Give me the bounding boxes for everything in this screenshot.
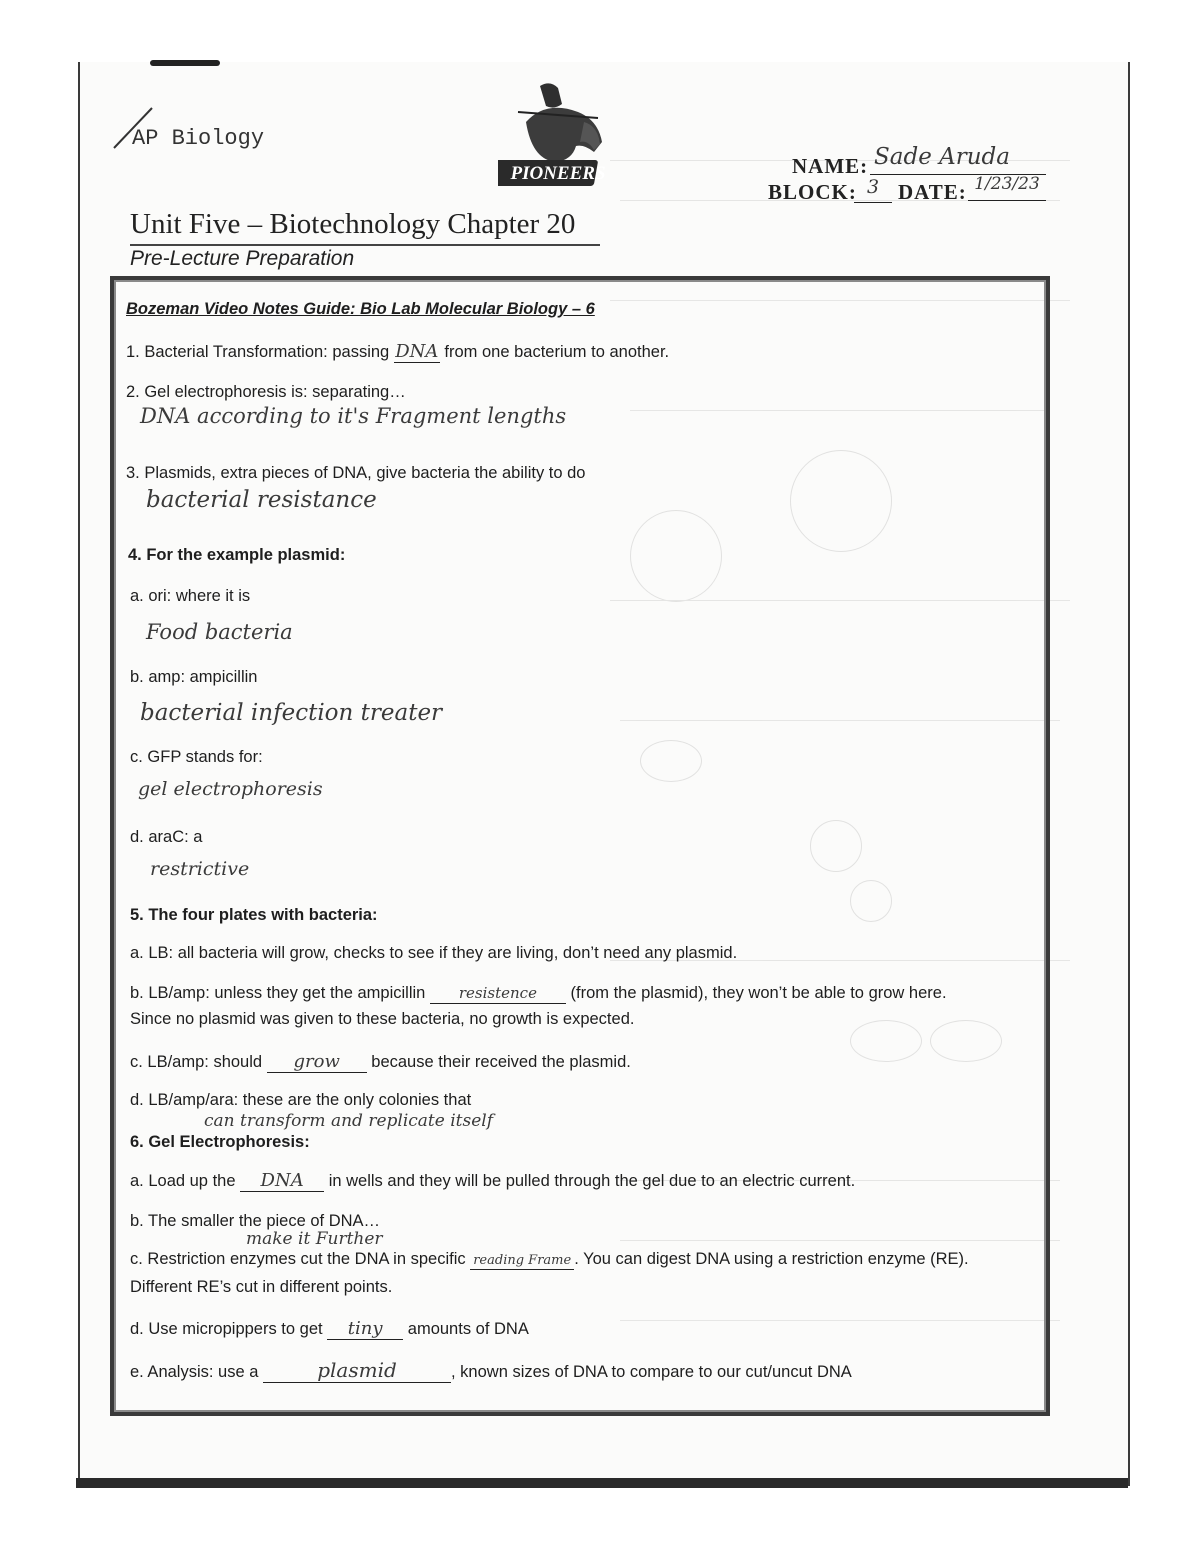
question-1: 1. Bacterial Transformation: passing DNA from one bacterium to another. — [126, 341, 670, 362]
question-5b-line2: Since no plasmid was given to these bacteria, no growth is expected. — [130, 1010, 635, 1028]
question-4d: d. araC: a — [130, 828, 203, 846]
question-4: 4. For the example plasmid: — [128, 546, 346, 564]
question-5d: d. LB/amp/ara: these are the only colonies that — [130, 1091, 472, 1109]
question-5: 5. The four plates with bacteria: — [130, 906, 378, 924]
question-6e: e. Analysis: use a plasmid , known sizes of DNA to compare to our cut/uncut DNA — [130, 1358, 852, 1382]
question-4b: b. amp: ampicillin — [130, 668, 258, 686]
page-bottom-edge — [76, 1478, 1128, 1488]
question-6c: c. Restriction enzymes cut the DNA in specific reading Frame . You can digest DNA using a restriction enzyme (RE). — [130, 1250, 969, 1268]
question-4c: c. GFP stands for: — [130, 748, 263, 766]
q4a-answer[interactable]: Food bacteria — [146, 620, 293, 644]
q6e-answer-field[interactable]: plasmid — [263, 1358, 451, 1383]
block-label: BLOCK: — [768, 180, 857, 204]
q6b-answer[interactable]: make it Further — [246, 1229, 383, 1249]
q3-answer[interactable]: bacterial resistance — [146, 487, 377, 513]
q6d-answer-field[interactable]: tiny — [327, 1318, 403, 1340]
guide-title: Bozeman Video Notes Guide: Bio Lab Molecular Biology – 6 — [126, 300, 595, 318]
question-5c: c. LB/amp: should grow because their received the plasmid. — [130, 1051, 631, 1072]
q1-answer-field[interactable]: DNA — [395, 341, 439, 362]
date-field[interactable] — [968, 174, 1046, 201]
question-6a: a. Load up the DNA in wells and they will be pulled through the gel due to an electric current. — [130, 1170, 856, 1191]
block-field[interactable] — [854, 176, 892, 203]
question-6: 6. Gel Electrophoresis: — [130, 1133, 310, 1151]
block-value: 3 — [866, 176, 880, 198]
date-label: DATE: — [898, 180, 967, 204]
q6c-answer-field[interactable]: reading Frame — [470, 1250, 574, 1270]
name-field[interactable] — [870, 144, 1046, 175]
question-5b: b. LB/amp: unless they get the ampicillin resistence (from the plasmid), they won’t be able to grow here. — [130, 984, 947, 1002]
question-2: 2. Gel electrophoresis is: separating… — [126, 383, 406, 401]
q4b-answer[interactable]: bacterial infection treater — [140, 700, 443, 726]
title-underline — [130, 244, 600, 246]
question-4a: a. ori: where it is — [130, 587, 251, 605]
unit-title: Unit Five – Biotechnology Chapter 20 — [130, 208, 576, 240]
course-name: AP Biology — [132, 126, 265, 151]
question-3: 3. Plasmids, extra pieces of DNA, give bacteria the ability to do — [126, 464, 586, 482]
question-6c-line2: Different RE’s cut in different points. — [130, 1278, 393, 1296]
subtitle: Pre-Lecture Preparation — [130, 247, 355, 270]
question-6d: d. Use micropippers to get tiny amounts of DNA — [130, 1318, 529, 1339]
q2-answer[interactable]: DNA according to it's Fragment lengths — [140, 404, 567, 428]
logo-text: PIONEERS — [510, 163, 606, 184]
pioneers-logo — [498, 82, 616, 192]
q4c-answer[interactable]: gel electrophoresis — [138, 778, 323, 800]
question-5a: a. LB: all bacteria will grow, checks to see if they are living, don’t need any plasmid. — [130, 944, 738, 962]
q5c-answer-field[interactable]: grow — [267, 1051, 367, 1073]
q6a-answer-field[interactable]: DNA — [240, 1170, 324, 1192]
scan-artifact — [150, 60, 220, 66]
q5d-answer[interactable]: can transform and replicate itself — [204, 1111, 493, 1131]
q4d-answer[interactable]: restrictive — [150, 858, 250, 880]
name-value: Sade Aruda — [874, 144, 1010, 170]
q5b-answer-field[interactable]: resistence — [430, 984, 566, 1004]
name-label: NAME: — [792, 154, 869, 178]
date-value: 1/23/23 — [974, 174, 1040, 194]
question-6b: b. The smaller the piece of DNA… — [130, 1212, 381, 1230]
